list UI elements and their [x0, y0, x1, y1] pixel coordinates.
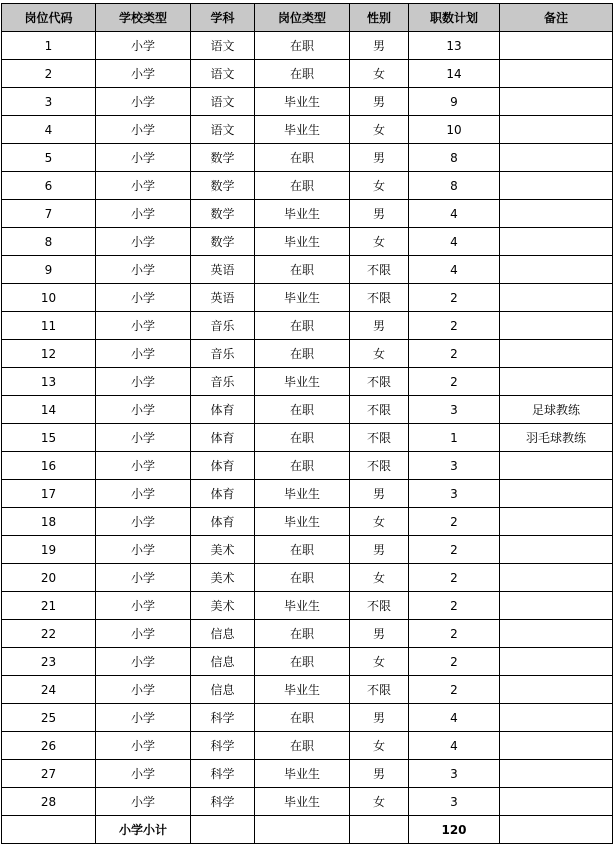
subject-cell: 信息	[191, 620, 255, 648]
subject-cell: 科学	[191, 704, 255, 732]
gender-cell: 男	[350, 704, 409, 732]
header-gender: 性别	[350, 4, 409, 32]
gender-cell: 不限	[350, 424, 409, 452]
quota-cell: 1	[409, 424, 500, 452]
header-position-code: 岗位代码	[2, 4, 96, 32]
school-type-cell: 小学	[96, 732, 191, 760]
school-type-cell: 小学	[96, 760, 191, 788]
remarks-cell	[500, 32, 613, 60]
position-code-cell: 6	[2, 172, 96, 200]
table-row	[2, 676, 613, 704]
gender-cell: 不限	[350, 368, 409, 396]
remarks-cell	[500, 200, 613, 228]
header-remarks: 备注	[500, 4, 613, 32]
quota-cell: 4	[409, 704, 500, 732]
school-type-cell: 小学	[96, 592, 191, 620]
position-code-cell: 4	[2, 116, 96, 144]
position-type-cell: 在职	[255, 648, 350, 676]
school-type-cell: 小学	[96, 200, 191, 228]
remarks-cell	[500, 256, 613, 284]
table-row	[2, 704, 613, 732]
position-code-cell: 20	[2, 564, 96, 592]
subtotal-remarks-cell	[500, 816, 613, 844]
subject-cell: 语文	[191, 60, 255, 88]
position-code-cell: 15	[2, 424, 96, 452]
quota-cell: 2	[409, 368, 500, 396]
quota-cell: 2	[409, 284, 500, 312]
quota-cell: 4	[409, 256, 500, 284]
quota-cell: 4	[409, 200, 500, 228]
remarks-cell	[500, 760, 613, 788]
table-row	[2, 172, 613, 200]
remarks-cell	[500, 88, 613, 116]
quota-cell: 2	[409, 536, 500, 564]
table-row	[2, 32, 613, 60]
gender-cell: 女	[350, 788, 409, 816]
table-row	[2, 284, 613, 312]
quota-cell: 2	[409, 592, 500, 620]
remarks-cell	[500, 368, 613, 396]
quota-cell: 8	[409, 144, 500, 172]
remarks-cell	[500, 564, 613, 592]
table-row	[2, 788, 613, 816]
header-subject: 学科	[191, 4, 255, 32]
quota-cell: 2	[409, 648, 500, 676]
subject-cell: 语文	[191, 88, 255, 116]
position-code-cell: 26	[2, 732, 96, 760]
position-code-cell: 28	[2, 788, 96, 816]
gender-cell: 女	[350, 60, 409, 88]
quota-cell: 2	[409, 340, 500, 368]
position-type-cell: 在职	[255, 32, 350, 60]
school-type-cell: 小学	[96, 88, 191, 116]
position-type-cell: 在职	[255, 732, 350, 760]
remarks-cell	[500, 704, 613, 732]
quota-cell: 3	[409, 480, 500, 508]
school-type-cell: 小学	[96, 676, 191, 704]
position-type-cell: 在职	[255, 256, 350, 284]
quota-cell: 13	[409, 32, 500, 60]
school-type-cell: 小学	[96, 508, 191, 536]
gender-cell: 不限	[350, 396, 409, 424]
quota-cell: 2	[409, 508, 500, 536]
position-code-cell: 8	[2, 228, 96, 256]
school-type-cell: 小学	[96, 648, 191, 676]
position-type-cell: 在职	[255, 396, 350, 424]
position-code-cell: 5	[2, 144, 96, 172]
gender-cell: 男	[350, 760, 409, 788]
position-type-cell: 在职	[255, 704, 350, 732]
subject-cell: 信息	[191, 648, 255, 676]
position-type-cell: 在职	[255, 172, 350, 200]
subject-cell: 语文	[191, 116, 255, 144]
position-code-cell: 13	[2, 368, 96, 396]
table-row	[2, 88, 613, 116]
position-code-cell: 19	[2, 536, 96, 564]
position-code-cell: 24	[2, 676, 96, 704]
table-row	[2, 368, 613, 396]
header-row	[2, 4, 613, 32]
gender-cell: 男	[350, 200, 409, 228]
subject-cell: 数学	[191, 228, 255, 256]
remarks-cell	[500, 284, 613, 312]
header-school-type: 学校类型	[96, 4, 191, 32]
position-type-cell: 在职	[255, 536, 350, 564]
subject-cell: 音乐	[191, 312, 255, 340]
position-code-cell: 12	[2, 340, 96, 368]
table-row	[2, 592, 613, 620]
gender-cell: 男	[350, 620, 409, 648]
table-row	[2, 732, 613, 760]
table-row	[2, 200, 613, 228]
position-type-cell: 在职	[255, 312, 350, 340]
position-code-cell: 7	[2, 200, 96, 228]
subject-cell: 科学	[191, 760, 255, 788]
table-container	[1, 3, 613, 844]
subject-cell: 数学	[191, 172, 255, 200]
quota-cell: 14	[409, 60, 500, 88]
subtotal-code-cell	[2, 816, 96, 844]
gender-cell: 男	[350, 480, 409, 508]
quota-cell: 3	[409, 452, 500, 480]
position-type-cell: 毕业生	[255, 592, 350, 620]
school-type-cell: 小学	[96, 452, 191, 480]
remarks-cell	[500, 340, 613, 368]
remarks-cell	[500, 60, 613, 88]
position-type-cell: 毕业生	[255, 88, 350, 116]
school-type-cell: 小学	[96, 116, 191, 144]
gender-cell: 女	[350, 116, 409, 144]
subject-cell: 科学	[191, 788, 255, 816]
quota-cell: 3	[409, 396, 500, 424]
subject-cell: 美术	[191, 564, 255, 592]
remarks-cell: 足球教练	[500, 396, 613, 424]
gender-cell: 女	[350, 340, 409, 368]
table-row	[2, 760, 613, 788]
position-type-cell: 毕业生	[255, 200, 350, 228]
school-type-cell: 小学	[96, 32, 191, 60]
gender-cell: 女	[350, 732, 409, 760]
subject-cell: 体育	[191, 452, 255, 480]
position-code-cell: 11	[2, 312, 96, 340]
position-code-cell: 27	[2, 760, 96, 788]
gender-cell: 不限	[350, 592, 409, 620]
school-type-cell: 小学	[96, 144, 191, 172]
position-type-cell: 毕业生	[255, 676, 350, 704]
gender-cell: 女	[350, 648, 409, 676]
position-type-cell: 毕业生	[255, 368, 350, 396]
subject-cell: 数学	[191, 144, 255, 172]
remarks-cell: 羽毛球教练	[500, 424, 613, 452]
school-type-cell: 小学	[96, 312, 191, 340]
table-row	[2, 144, 613, 172]
subject-cell: 语文	[191, 32, 255, 60]
position-type-cell: 毕业生	[255, 480, 350, 508]
subject-cell: 体育	[191, 480, 255, 508]
gender-cell: 女	[350, 564, 409, 592]
position-plan-table	[1, 3, 613, 844]
header-position-type: 岗位类型	[255, 4, 350, 32]
position-code-cell: 10	[2, 284, 96, 312]
quota-cell: 4	[409, 732, 500, 760]
school-type-cell: 小学	[96, 424, 191, 452]
subject-cell: 美术	[191, 536, 255, 564]
remarks-cell	[500, 172, 613, 200]
remarks-cell	[500, 144, 613, 172]
position-code-cell: 2	[2, 60, 96, 88]
position-code-cell: 9	[2, 256, 96, 284]
table-row	[2, 648, 613, 676]
table-row	[2, 424, 613, 452]
subject-cell: 体育	[191, 424, 255, 452]
gender-cell: 不限	[350, 256, 409, 284]
subject-cell: 数学	[191, 200, 255, 228]
table-row	[2, 60, 613, 88]
subject-cell: 美术	[191, 592, 255, 620]
position-type-cell: 在职	[255, 424, 350, 452]
table-row	[2, 396, 613, 424]
position-code-cell: 18	[2, 508, 96, 536]
school-type-cell: 小学	[96, 704, 191, 732]
subject-cell: 体育	[191, 396, 255, 424]
position-code-cell: 21	[2, 592, 96, 620]
remarks-cell	[500, 592, 613, 620]
header-quota-plan: 职数计划	[409, 4, 500, 32]
table-row	[2, 564, 613, 592]
school-type-cell: 小学	[96, 564, 191, 592]
position-code-cell: 14	[2, 396, 96, 424]
position-type-cell: 毕业生	[255, 760, 350, 788]
table-row	[2, 340, 613, 368]
position-code-cell: 1	[2, 32, 96, 60]
subject-cell: 音乐	[191, 368, 255, 396]
position-type-cell: 毕业生	[255, 228, 350, 256]
subtotal-value: 120	[409, 816, 500, 844]
table-row	[2, 312, 613, 340]
remarks-cell	[500, 732, 613, 760]
table-row	[2, 452, 613, 480]
remarks-cell	[500, 480, 613, 508]
remarks-cell	[500, 788, 613, 816]
position-type-cell: 在职	[255, 144, 350, 172]
table-row	[2, 620, 613, 648]
school-type-cell: 小学	[96, 620, 191, 648]
school-type-cell: 小学	[96, 256, 191, 284]
gender-cell: 男	[350, 88, 409, 116]
subtotal-gender-cell	[350, 816, 409, 844]
school-type-cell: 小学	[96, 340, 191, 368]
remarks-cell	[500, 648, 613, 676]
position-code-cell: 22	[2, 620, 96, 648]
table-row	[2, 116, 613, 144]
remarks-cell	[500, 620, 613, 648]
gender-cell: 男	[350, 312, 409, 340]
position-type-cell: 在职	[255, 60, 350, 88]
quota-cell: 2	[409, 620, 500, 648]
quota-cell: 3	[409, 788, 500, 816]
position-code-cell: 3	[2, 88, 96, 116]
quota-cell: 2	[409, 564, 500, 592]
gender-cell: 女	[350, 172, 409, 200]
school-type-cell: 小学	[96, 284, 191, 312]
quota-cell: 4	[409, 228, 500, 256]
gender-cell: 不限	[350, 452, 409, 480]
subject-cell: 音乐	[191, 340, 255, 368]
school-type-cell: 小学	[96, 788, 191, 816]
position-type-cell: 毕业生	[255, 788, 350, 816]
subject-cell: 科学	[191, 732, 255, 760]
table-row	[2, 536, 613, 564]
remarks-cell	[500, 676, 613, 704]
remarks-cell	[500, 452, 613, 480]
table-row	[2, 480, 613, 508]
subtotal-row	[2, 816, 613, 844]
gender-cell: 女	[350, 228, 409, 256]
position-code-cell: 25	[2, 704, 96, 732]
subject-cell: 信息	[191, 676, 255, 704]
school-type-cell: 小学	[96, 536, 191, 564]
gender-cell: 男	[350, 32, 409, 60]
subtotal-subject-cell	[191, 816, 255, 844]
quota-cell: 3	[409, 760, 500, 788]
school-type-cell: 小学	[96, 396, 191, 424]
position-code-cell: 16	[2, 452, 96, 480]
position-type-cell: 在职	[255, 452, 350, 480]
subject-cell: 体育	[191, 508, 255, 536]
gender-cell: 男	[350, 536, 409, 564]
school-type-cell: 小学	[96, 368, 191, 396]
gender-cell: 不限	[350, 676, 409, 704]
school-type-cell: 小学	[96, 172, 191, 200]
quota-cell: 10	[409, 116, 500, 144]
position-type-cell: 在职	[255, 620, 350, 648]
position-type-cell: 毕业生	[255, 116, 350, 144]
remarks-cell	[500, 228, 613, 256]
quota-cell: 2	[409, 676, 500, 704]
gender-cell: 男	[350, 144, 409, 172]
quota-cell: 9	[409, 88, 500, 116]
position-type-cell: 毕业生	[255, 508, 350, 536]
school-type-cell: 小学	[96, 60, 191, 88]
position-code-cell: 23	[2, 648, 96, 676]
school-type-cell: 小学	[96, 480, 191, 508]
position-code-cell: 17	[2, 480, 96, 508]
remarks-cell	[500, 312, 613, 340]
remarks-cell	[500, 508, 613, 536]
quota-cell: 8	[409, 172, 500, 200]
gender-cell: 女	[350, 508, 409, 536]
position-type-cell: 毕业生	[255, 284, 350, 312]
subtotal-type-cell	[255, 816, 350, 844]
school-type-cell: 小学	[96, 228, 191, 256]
table-row	[2, 508, 613, 536]
subtotal-label: 小学小计	[96, 816, 191, 844]
remarks-cell	[500, 116, 613, 144]
subject-cell: 英语	[191, 284, 255, 312]
table-row	[2, 256, 613, 284]
subject-cell: 英语	[191, 256, 255, 284]
gender-cell: 不限	[350, 284, 409, 312]
remarks-cell	[500, 536, 613, 564]
position-type-cell: 在职	[255, 564, 350, 592]
quota-cell: 2	[409, 312, 500, 340]
position-type-cell: 在职	[255, 340, 350, 368]
table-row	[2, 228, 613, 256]
